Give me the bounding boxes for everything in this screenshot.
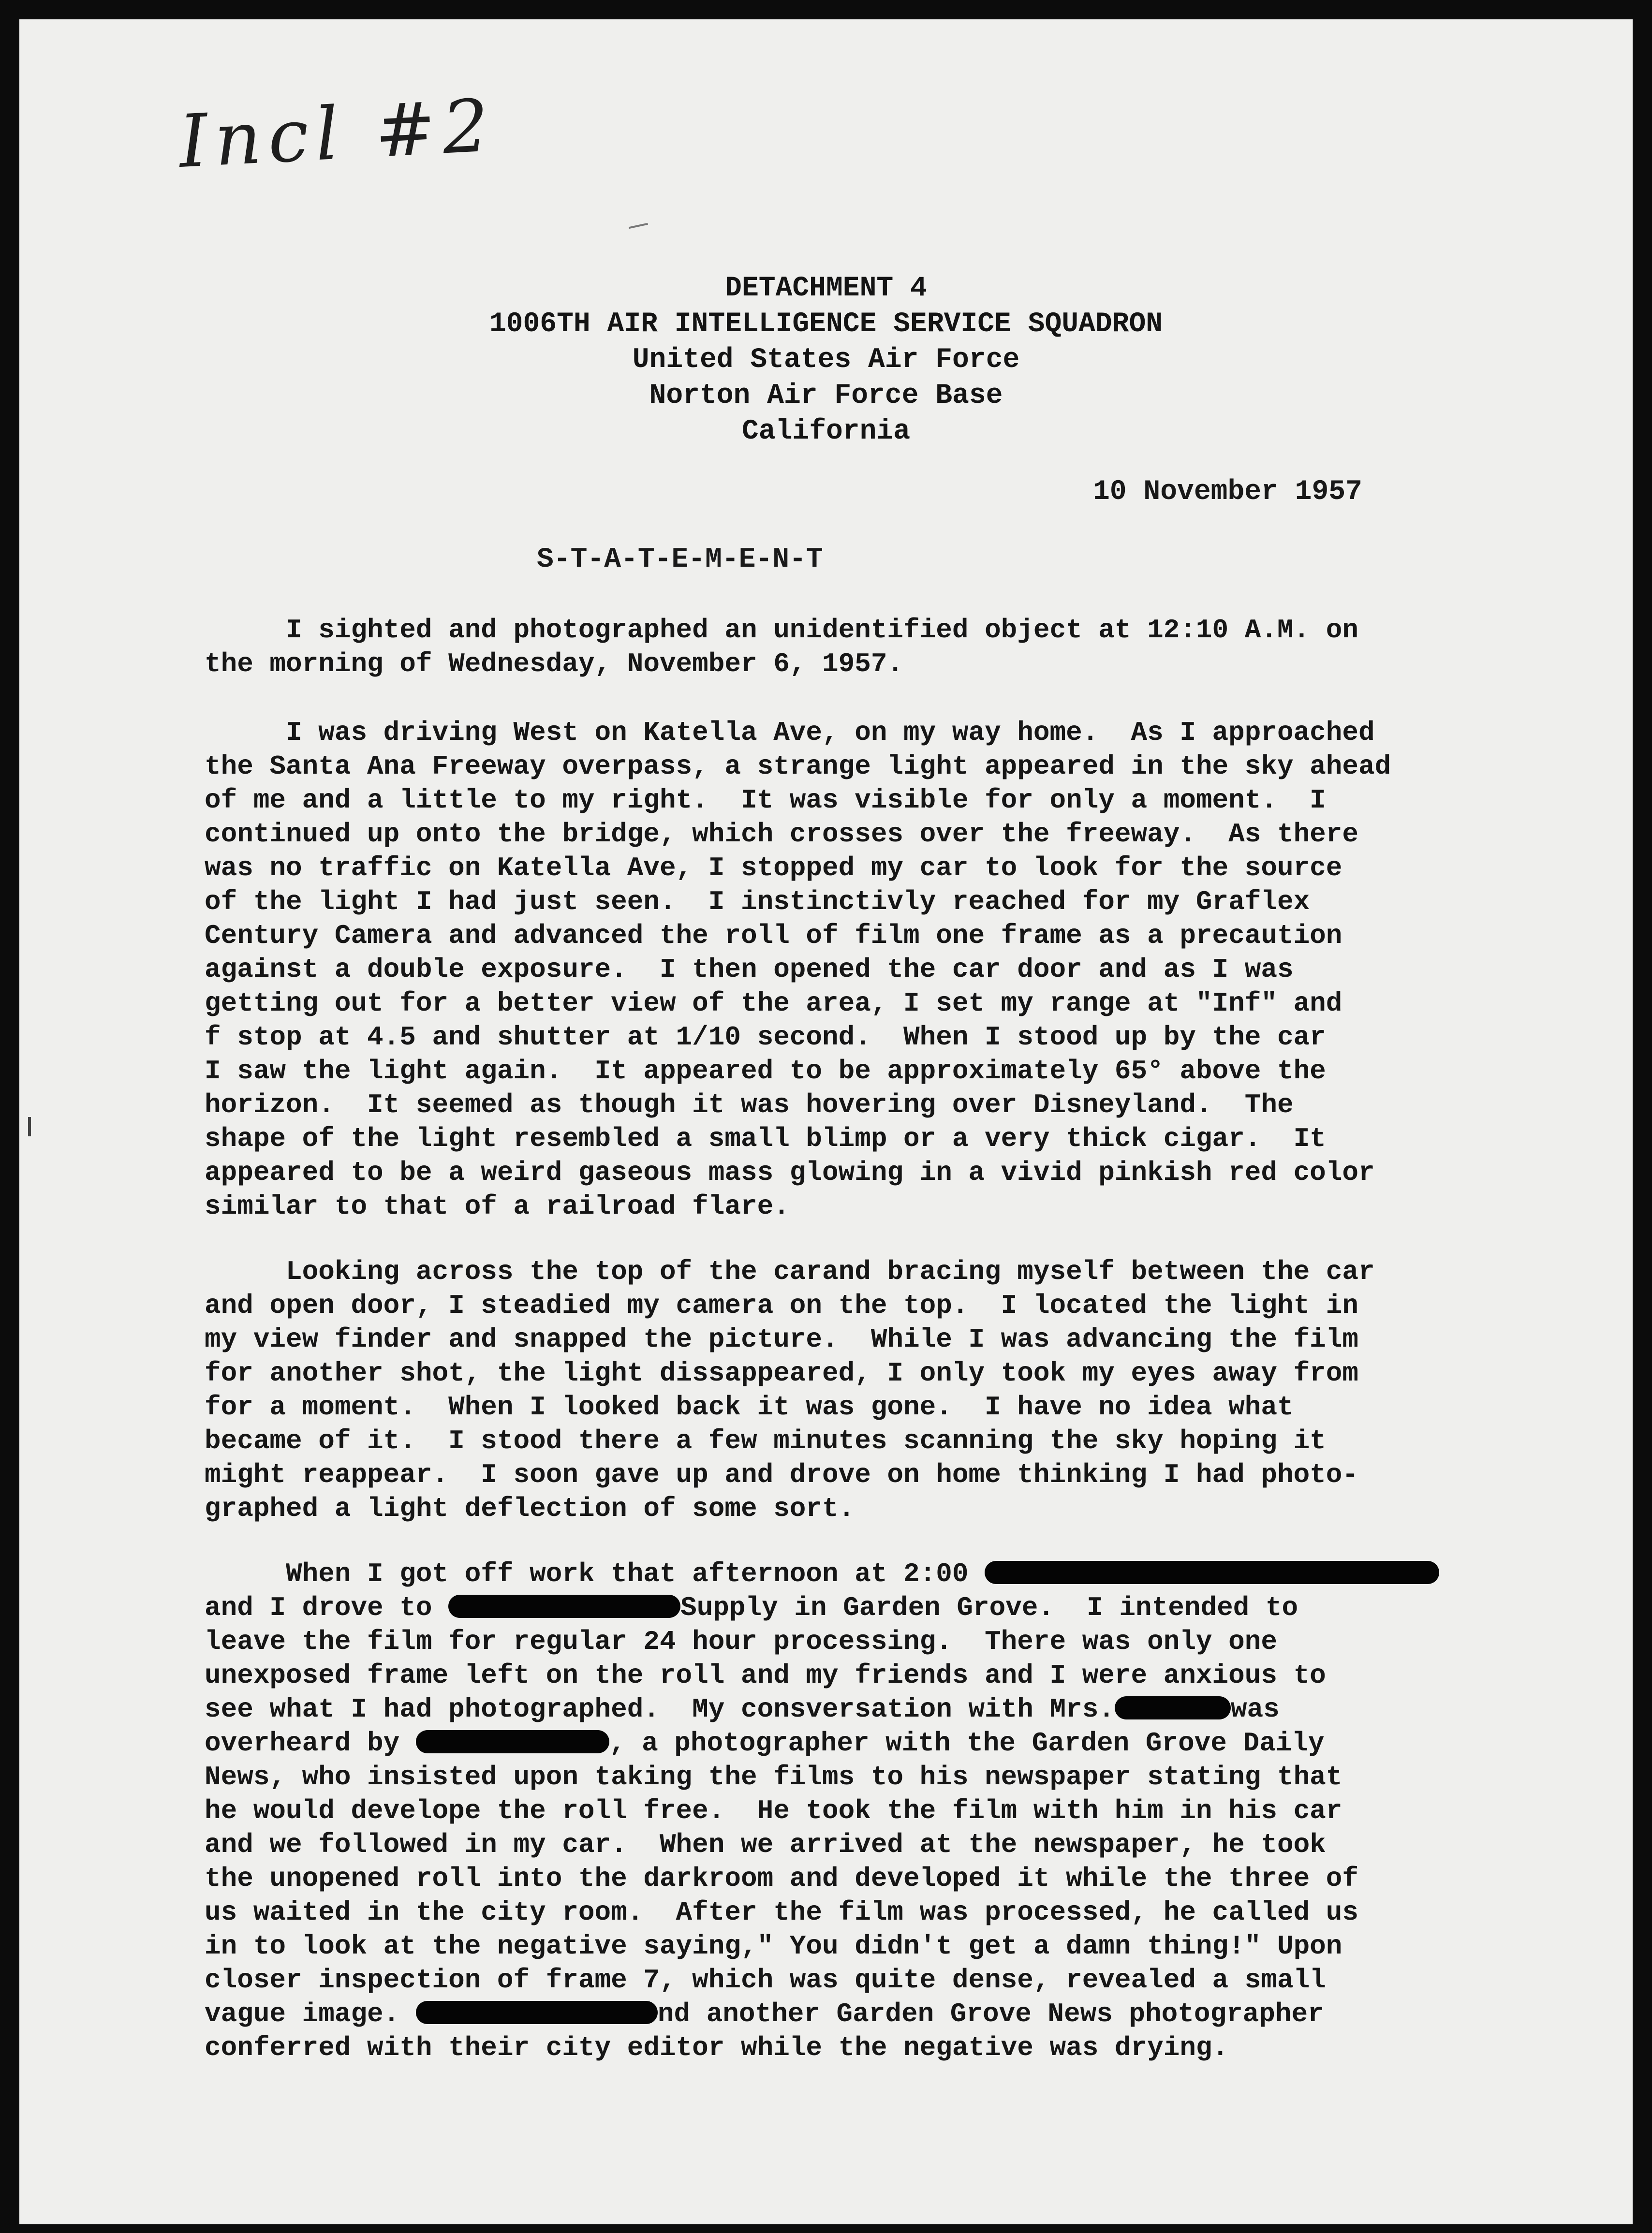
text-line [205,1726,1510,1760]
text-line: was no traffic on Katella Ave, I stopped my car to look for the source [205,852,1342,883]
letterhead-squadron: 1006TH AIR INTELLIGENCE SERVICE SQUADRON [489,309,1163,340]
redaction-mark [416,1730,609,1753]
text-line: I was driving West on Katella Ave, on my way home. As I approached [205,717,1375,748]
letterhead-detachment: DETACHMENT 4 [725,273,927,304]
text-line: against a double exposure. I then opened the car door and as I was [205,954,1294,985]
text-line [205,1591,1510,1625]
text-line: for another shot, the light dissappeared, I only took my eyes away from [205,1358,1358,1389]
text-line: of me and a little to my right. It was visible for only a moment. I [205,785,1326,816]
text-segment: see what I had photographed. My consversation with Mrs. [205,1694,1115,1725]
text-line: the morning of Wednesday, November 6, 1957. [205,648,904,679]
text-line: Looking across the top of the carand bracing myself between the car [205,1256,1375,1287]
text-segment: nd another Garden Grove News photographer [657,1998,1324,2029]
letterhead-service: United States Air Force [632,344,1020,376]
text-line: appeared to be a weird gaseous mass glowing in a vivid pinkish red color [205,1157,1375,1188]
text-segment: , a photographer with the Garden Grove Daily [609,1728,1325,1759]
text-line: conferred with their city editor while the negative was drying. [205,2032,1229,2063]
letterhead-base: Norton Air Force Base [649,380,1003,411]
paragraph-4 [205,1557,1510,2065]
text-line: News, who insisted upon taking the films to his newspaper stating that [205,1762,1342,1792]
text-segment: was [1230,1694,1280,1725]
letterhead [19,271,1633,450]
redaction-mark [985,1561,1439,1584]
text-line: of the light I had just seen. I instinctivly reached for my Graflex [205,886,1310,917]
document-page [19,19,1633,2224]
text-line: my view finder and snapped the picture. While I was advancing the film [205,1324,1358,1355]
text-line: the unopened roll into the darkroom and developed it while the three of [205,1863,1358,1894]
text-line [205,1557,1510,1591]
text-segment: and I drove to [205,1592,449,1623]
margin-mark [28,1117,31,1136]
text-line: leave the film for regular 24 hour processing. There was only one [205,1626,1277,1657]
text-line: f stop at 4.5 and shutter at 1/10 second. When I stood up by the car [205,1022,1326,1053]
paper-speck [629,223,648,229]
text-line: might reappear. I soon gave up and drove on home thinking I had photo- [205,1459,1358,1490]
text-line: the Santa Ana Freeway overpass, a strange light appeared in the sky ahead [205,751,1391,782]
text-line: shape of the light resembled a small blimp or a very thick cigar. It [205,1123,1326,1154]
text-line: Century Camera and advanced the roll of film one frame as a precaution [205,920,1342,951]
text-line: unexposed frame left on the roll and my friends and I were anxious to [205,1660,1326,1691]
text-line [205,1997,1510,2031]
text-segment: overheard by [205,1728,416,1759]
redaction-mark [416,2001,658,2024]
text-line: he would develope the roll free. He took the film with him in his car [205,1795,1342,1826]
text-line: continued up onto the bridge, which crosses over the freeway. As there [205,819,1358,850]
text-line: I saw the light again. It appeared to be approximately 65° above the [205,1056,1326,1087]
text-line: became of it. I stood there a few minutes scanning the sky hoping it [205,1425,1326,1456]
redaction-mark [448,1595,680,1618]
text-line: similar to that of a railroad flare. [205,1191,790,1222]
text-line: I sighted and photographed an unidentified object at 12:10 A.M. on [205,615,1358,646]
text-line: getting out for a better view of the area, I set my range at "Inf" and [205,988,1342,1019]
text-line: and open door, I steadied my camera on the top. I located the light in [205,1290,1358,1321]
text-line: in to look at the negative saying," You didn't get a damn thing!" Upon [205,1931,1342,1962]
paragraph-3 [205,1255,1510,1526]
document-date: 10 November 1957 [1093,476,1362,508]
letterhead-state: California [741,416,911,447]
handwritten-enclosure-note: Incl #2 [177,83,498,185]
text-line: closer inspection of frame 7, which was quite dense, revealed a small [205,1965,1326,1996]
text-line: us waited in the city room. After the film was processed, he called us [205,1897,1358,1928]
text-segment: When I got off work that afternoon at 2:00 [205,1558,985,1589]
text-line [205,1692,1510,1726]
text-line: and we followed in my car. When we arrived at the newspaper, he took [205,1829,1326,1860]
redaction-mark [1115,1696,1231,1719]
paragraph-2 [205,716,1510,1223]
text-line: for a moment. When I looked back it was gone. I have no idea what [205,1392,1294,1423]
paragraph-1 [205,613,1510,681]
text-segment: Supply in Garden Grove. I intended to [680,1592,1298,1623]
text-line: graphed a light deflection of some sort. [205,1493,855,1524]
text-segment: vague image. [205,1998,416,2029]
document-title: S-T-A-T-E-M-E-N-T [537,544,823,575]
text-line: horizon. It seemed as though it was hovering over Disneyland. The [205,1089,1294,1120]
